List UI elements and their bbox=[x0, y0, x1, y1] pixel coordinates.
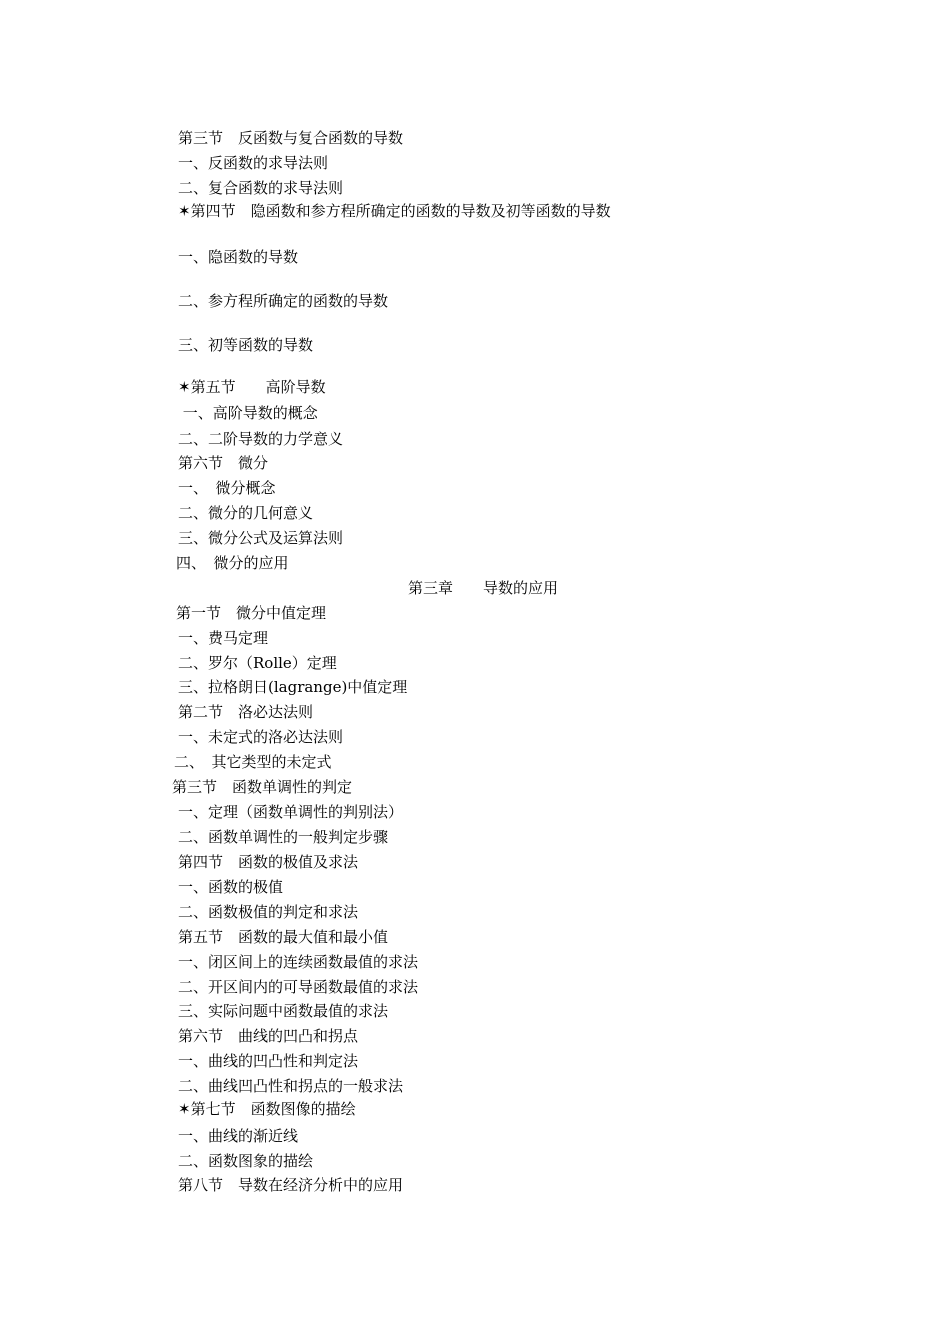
subsection-item: 一、函数的极值 bbox=[178, 878, 284, 896]
subsection-item: 二、复合函数的求导法则 bbox=[178, 179, 344, 197]
subsection-item: 三、微分公式及运算法则 bbox=[178, 529, 344, 547]
section-heading: ✶第五节 高阶导数 bbox=[178, 378, 326, 396]
section-heading: 第一节 微分中值定理 bbox=[176, 604, 327, 622]
section-heading: 第三节 反函数与复合函数的导数 bbox=[178, 129, 404, 147]
subsection-item: 二、函数单调性的一般判定步骤 bbox=[178, 828, 389, 846]
section-heading: 第六节 微分 bbox=[178, 454, 269, 472]
subsection-item: 二、参方程所确定的函数的导数 bbox=[178, 292, 389, 310]
subsection-item: 一、未定式的洛必达法则 bbox=[178, 728, 344, 746]
subsection-item: 一、费马定理 bbox=[178, 629, 269, 647]
subsection-item: 一、定理（函数单调性的判别法） bbox=[178, 803, 404, 821]
subsection-item: 二、函数图象的描绘 bbox=[178, 1152, 314, 1170]
subsection-item: 三、实际问题中函数最值的求法 bbox=[178, 1002, 389, 1020]
subsection-item: 一、曲线的渐近线 bbox=[178, 1127, 299, 1145]
subsection-item: 二、 其它类型的未定式 bbox=[174, 753, 332, 771]
subsection-item: 一、隐函数的导数 bbox=[178, 248, 299, 266]
subsection-item: 一、高阶导数的概念 bbox=[178, 404, 318, 422]
subsection-item: 一、曲线的凹凸性和判定法 bbox=[178, 1052, 359, 1070]
section-heading: 第二节 洛必达法则 bbox=[178, 703, 314, 721]
subsection-item: 二、函数极值的判定和求法 bbox=[178, 903, 359, 921]
section-heading: ✶第四节 隐函数和参方程所确定的函数的导数及初等函数的导数 bbox=[178, 202, 611, 220]
subsection-item: 二、曲线凹凸性和拐点的一般求法 bbox=[178, 1077, 404, 1095]
section-heading: 第三节 函数单调性的判定 bbox=[172, 778, 353, 796]
subsection-item: 一、反函数的求导法则 bbox=[178, 154, 329, 172]
section-heading: 第八节 导数在经济分析中的应用 bbox=[178, 1176, 404, 1194]
chapter-title: 第三章 导数的应用 bbox=[408, 579, 559, 597]
subsection-item: 二、罗尔（Rolle）定理 bbox=[178, 654, 337, 672]
subsection-item: 一、 微分概念 bbox=[178, 479, 276, 497]
subsection-item: 二、微分的几何意义 bbox=[178, 504, 314, 522]
subsection-item: 二、二阶导数的力学意义 bbox=[178, 430, 344, 448]
subsection-item: 一、闭区间上的连续函数最值的求法 bbox=[178, 953, 419, 971]
section-heading: ✶第七节 函数图像的描绘 bbox=[178, 1100, 356, 1118]
subsection-item: 四、 微分的应用 bbox=[176, 554, 289, 572]
section-heading: 第六节 曲线的凹凸和拐点 bbox=[178, 1027, 359, 1045]
subsection-item: 三、初等函数的导数 bbox=[178, 336, 314, 354]
section-heading: 第五节 函数的最大值和最小值 bbox=[178, 928, 389, 946]
section-heading: 第四节 函数的极值及求法 bbox=[178, 853, 359, 871]
subsection-item: 三、拉格朗日(lagrange)中值定理 bbox=[178, 678, 408, 696]
subsection-item: 二、开区间内的可导函数最值的求法 bbox=[178, 978, 419, 996]
